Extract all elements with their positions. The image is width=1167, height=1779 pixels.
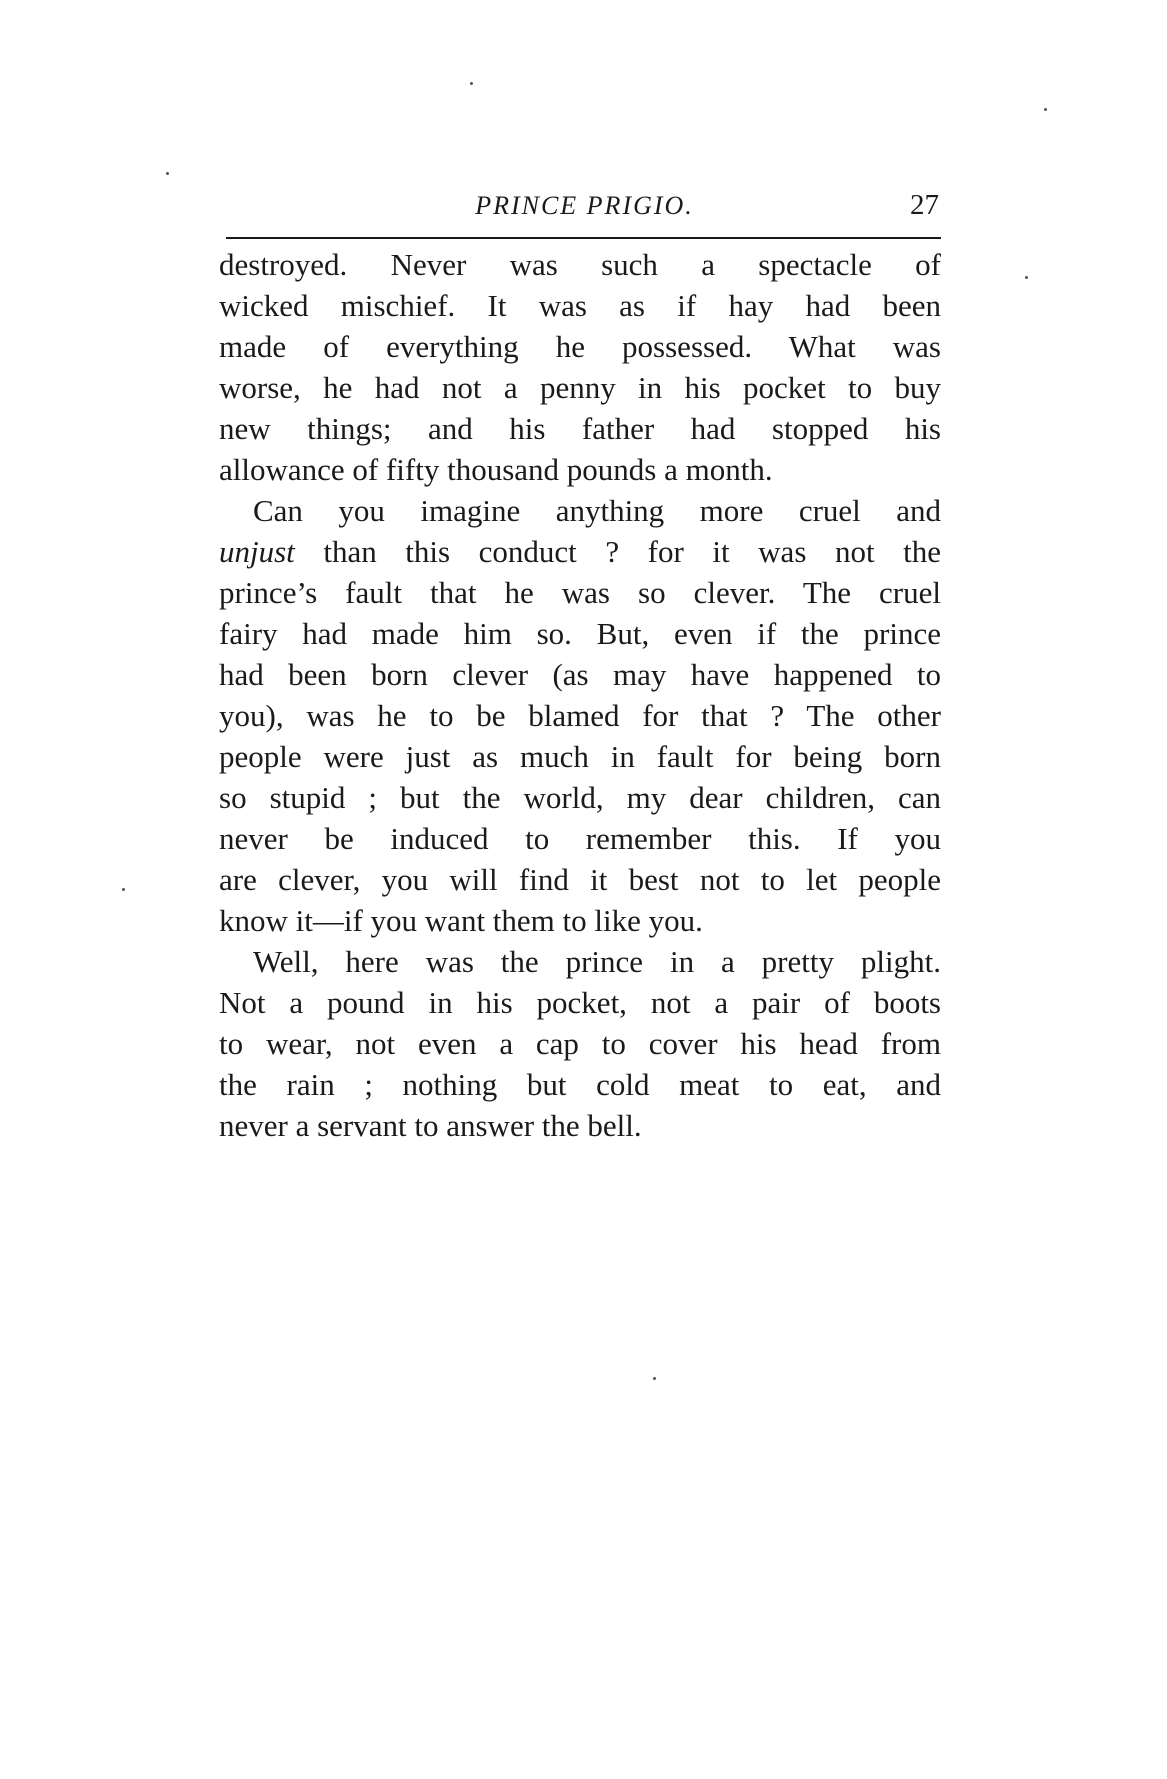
emphasis-word: unjust bbox=[219, 534, 295, 569]
body-text bbox=[219, 244, 941, 1146]
paragraph bbox=[219, 490, 941, 941]
text-line: never be induced to remember this. If you bbox=[219, 821, 941, 856]
text-line: had been born clever (as may have happened to bbox=[219, 657, 941, 692]
text-line: never a servant to answer the bell. bbox=[219, 1108, 642, 1143]
text-line: prince’s fault that he was so clever. The cruel bbox=[219, 575, 941, 610]
text-line: people were just as much in fault for being born bbox=[219, 739, 941, 774]
text-line: the rain ; nothing but cold meat to eat, and bbox=[219, 1067, 941, 1102]
page-speck bbox=[1025, 276, 1028, 279]
text-line: so stupid ; but the world, my dear children, can bbox=[219, 780, 941, 815]
text-line: fairy had made him so. But, even if the prince bbox=[219, 616, 941, 651]
paragraph bbox=[219, 244, 941, 490]
text-line: Well, here was the prince in a pretty plight. bbox=[253, 944, 941, 979]
page-speck bbox=[166, 172, 169, 175]
page-speck bbox=[122, 888, 125, 891]
paragraph bbox=[219, 941, 941, 1146]
text-line: are clever, you will find it best not to let people bbox=[219, 862, 941, 897]
text-line: know it—if you want them to like you. bbox=[219, 903, 703, 938]
text-line: destroyed. Never was such a spectacle of bbox=[219, 247, 941, 282]
text-line: Not a pound in his pocket, not a pair of boots bbox=[219, 985, 941, 1020]
text-line: new things; and his father had stopped his bbox=[219, 411, 941, 446]
page-speck bbox=[653, 1377, 656, 1380]
running-title: PRINCE PRIGIO. bbox=[475, 191, 694, 220]
text-line: allowance of fifty thousand pounds a month. bbox=[219, 452, 773, 487]
text-line: to wear, not even a cap to cover his head from bbox=[219, 1026, 941, 1061]
page-number: 27 bbox=[910, 189, 939, 221]
page-speck bbox=[470, 82, 473, 85]
text-line: made of everything he possessed. What was bbox=[219, 329, 941, 364]
running-header bbox=[226, 190, 943, 230]
text-line: Can you imagine anything more cruel and bbox=[253, 493, 941, 528]
text-line: you), was he to be blamed for that ? The other bbox=[219, 698, 941, 733]
page-speck bbox=[1044, 108, 1047, 111]
header-rule bbox=[226, 237, 941, 239]
text-line bbox=[219, 531, 941, 572]
text-line: wicked mischief. It was as if hay had been bbox=[219, 288, 941, 323]
text-segment: than this conduct ? for it was not the bbox=[294, 534, 941, 569]
text-line: worse, he had not a penny in his pocket to buy bbox=[219, 370, 941, 405]
